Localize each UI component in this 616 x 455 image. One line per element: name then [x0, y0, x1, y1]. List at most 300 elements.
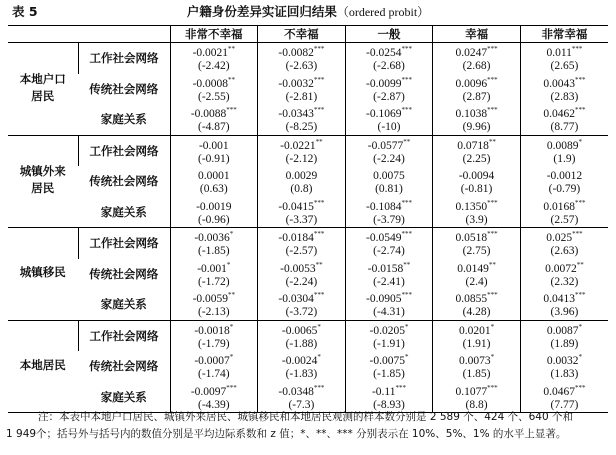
marginal-effect-value: 0.0168: [543, 200, 575, 213]
marginal-effect-value: -0.0549: [366, 232, 402, 245]
significance-stars: ***: [226, 106, 237, 115]
marginal-effect-value: -0.0905: [366, 293, 402, 306]
row-label: 传统社会网络: [89, 176, 159, 189]
coef-cell: [258, 166, 346, 197]
marginal-effect: [521, 43, 608, 60]
group-label-line: 居民: [31, 183, 55, 196]
z-value: (-3.37): [285, 213, 318, 226]
marginal-effect: [433, 136, 520, 153]
coef-cell: [433, 197, 521, 228]
marginal-effect: [433, 74, 520, 91]
table-row: [8, 74, 608, 105]
z-value: (0.63): [199, 183, 228, 196]
group-label: [8, 228, 78, 321]
marginal-effect: [433, 351, 520, 368]
table-row: [8, 289, 608, 320]
z-value: (-1.85): [373, 368, 405, 381]
table-row: [8, 259, 608, 290]
marginal-effect: [258, 104, 345, 121]
z-value: (-2.13): [197, 306, 230, 319]
significance-stars: ***: [487, 230, 498, 239]
coef-cell: [170, 289, 258, 320]
significance-stars: ***: [313, 75, 325, 84]
coef-cell: [433, 43, 521, 74]
coef-cell: [258, 104, 346, 135]
group-label-line: 本地居民: [19, 359, 66, 372]
marginal-effect: [433, 197, 520, 214]
table-title-text: 户籍身份差异实证回归结果: [186, 4, 337, 19]
marginal-effect-value: -0.0007: [194, 355, 230, 368]
z-value: (-10): [377, 121, 401, 134]
marginal-effect: [521, 321, 608, 338]
significance-stars: **: [228, 291, 236, 300]
coef-cell: [345, 320, 433, 351]
marginal-effect-value: 0.0149: [457, 262, 489, 275]
significance-stars: **: [403, 260, 411, 269]
coef-cell: [433, 289, 521, 320]
group-block: [8, 228, 608, 321]
z-value: (1.83): [550, 368, 579, 381]
marginal-effect: [171, 136, 258, 153]
significance-stars: ***: [575, 106, 586, 115]
z-value: (-1.74): [197, 368, 230, 381]
coef-cell: [345, 289, 433, 320]
coef-cell: [258, 43, 346, 74]
coef-cell: [520, 228, 608, 259]
significance-stars: *: [490, 322, 495, 331]
z-value: (2.65): [550, 60, 579, 73]
table-title: [0, 3, 616, 21]
group-block: [8, 320, 608, 413]
row-label: 工作社会网络: [78, 228, 170, 259]
marginal-effect: [521, 259, 608, 276]
significance-stars: **: [315, 260, 323, 269]
coef-cell: [520, 197, 608, 228]
marginal-effect-value: -0.0097: [190, 385, 227, 398]
significance-stars: **: [488, 137, 496, 146]
significance-stars: ***: [487, 75, 498, 84]
marginal-effect-value: 0.0247: [455, 47, 488, 60]
marginal-effect-value: 0.025: [546, 232, 573, 245]
marginal-effect: [258, 289, 345, 306]
marginal-effect: [171, 289, 258, 306]
marginal-effect: [258, 197, 345, 214]
marginal-effect-value: 0.0413: [543, 293, 575, 306]
z-value: (-3.79): [373, 213, 405, 226]
significance-stars: ***: [313, 230, 325, 239]
significance-stars: ***: [313, 106, 325, 115]
marginal-effect-value: 0.0201: [459, 324, 491, 337]
marginal-effect-value: -0.0348: [278, 385, 314, 398]
coef-cell: [345, 43, 433, 74]
significance-stars: *: [229, 230, 234, 239]
z-value: (-0.91): [197, 152, 230, 165]
marginal-effect: [171, 166, 258, 183]
coef-cell: [170, 228, 258, 259]
note-line-1: 注：本表中本地户口居民、城镇外来居民、城镇移民和本地居民观测的样本数分别是 2 589 个、424 个、640 个和: [38, 411, 573, 423]
marginal-effect: [346, 259, 433, 276]
z-value: (7.77): [550, 398, 579, 411]
marginal-effect: [258, 259, 345, 276]
z-value: (-0.96): [197, 213, 230, 226]
marginal-effect-value: 0.0029: [285, 170, 318, 183]
significance-stars: ***: [313, 383, 325, 392]
coef-cell: [433, 228, 521, 259]
marginal-effect: [258, 43, 345, 60]
coef-cell: [520, 166, 608, 197]
marginal-effect: [521, 382, 608, 399]
marginal-effect-value: 0.0518: [455, 232, 488, 245]
coef-cell: [170, 351, 258, 382]
row-label: 传统社会网络: [89, 83, 159, 96]
marginal-effect-value: 0.0089: [546, 139, 579, 152]
significance-stars: *: [317, 322, 321, 331]
note-line-2: 1 949个；括号外与括号内的数值分别是平均边际系数和 z 值；*、**、*** 分别表示在 10%、5%、1% 的水平上显著。: [6, 428, 567, 440]
marginal-effect: [171, 43, 258, 60]
z-value: (2.25): [462, 152, 491, 165]
z-value: (-1.79): [197, 337, 230, 350]
marginal-effect-value: 0.1038: [455, 108, 488, 121]
marginal-effect: [521, 104, 608, 121]
significance-stars: ***: [313, 291, 325, 300]
coef-cell: [258, 135, 346, 166]
marginal-effect: [258, 228, 345, 245]
z-value: (-2.57): [285, 245, 318, 258]
significance-stars: *: [229, 322, 234, 331]
coef-cell: [520, 104, 608, 135]
marginal-effect-value: -0.0024: [281, 355, 318, 368]
z-value: (2.75): [462, 245, 491, 258]
z-value: (1.89): [550, 337, 579, 350]
z-value: (-2.41): [373, 275, 405, 288]
coef-cell: [170, 259, 258, 290]
coef-cell: [345, 382, 433, 413]
significance-stars: *: [229, 353, 234, 362]
group-label: [8, 43, 78, 136]
marginal-effect-value: 0.1350: [455, 200, 488, 213]
group-block: [8, 43, 608, 136]
significance-stars: ***: [313, 198, 325, 207]
table-row: [8, 351, 608, 382]
marginal-effect-value: 0.1077: [455, 385, 488, 398]
coef-cell: [258, 74, 346, 105]
significance-stars: ***: [401, 75, 412, 84]
significance-stars: ***: [575, 383, 586, 392]
z-value: (-2.24): [285, 275, 318, 288]
marginal-effect: [346, 43, 433, 60]
marginal-effect-value: -0.0254: [366, 47, 402, 60]
z-value: (8.8): [465, 398, 488, 411]
marginal-effect: [521, 351, 608, 368]
significance-stars: **: [228, 45, 236, 54]
table-number: 表 5: [12, 4, 38, 19]
coef-cell: [345, 135, 433, 166]
marginal-effect-value: -0.0008: [192, 77, 229, 90]
significance-stars: ***: [401, 291, 412, 300]
coef-cell: [170, 382, 258, 413]
row-label: 工作社会网络: [78, 43, 170, 74]
z-value: (0.8): [290, 183, 313, 196]
marginal-effect-value: -0.1084: [366, 200, 402, 213]
row-label: 传统社会网络: [89, 361, 159, 374]
marginal-effect: [521, 166, 608, 183]
coef-cell: [433, 320, 521, 351]
marginal-effect: [258, 166, 345, 183]
coef-cell: [170, 197, 258, 228]
marginal-effect-value: -0.0221: [280, 139, 316, 152]
significance-stars: ***: [487, 106, 498, 115]
group-label-line: 城镇外来: [19, 166, 66, 179]
z-value: (2.87): [462, 90, 491, 103]
significance-stars: *: [578, 322, 582, 331]
marginal-effect: [521, 228, 608, 245]
marginal-effect-value: -0.0012: [546, 170, 583, 183]
group-label: [8, 135, 78, 228]
coef-cell: [258, 259, 346, 290]
significance-stars: **: [315, 137, 323, 146]
z-value: (-2.55): [197, 90, 230, 103]
z-value: (4.28): [462, 306, 491, 319]
coef-cell: [433, 104, 521, 135]
coef-cell: [433, 166, 521, 197]
z-value: (-4.87): [197, 121, 230, 134]
coef-cell: [170, 320, 258, 351]
marginal-effect-value: -0.1069: [366, 108, 402, 121]
marginal-effect-value: -0.0018: [194, 324, 230, 337]
marginal-effect-value: -0.0019: [196, 200, 232, 213]
coef-cell: [520, 43, 608, 74]
group-label-line: 本地户口: [19, 73, 66, 86]
marginal-effect: [346, 228, 433, 245]
marginal-effect-value: -0.0075: [369, 355, 405, 368]
marginal-effect: [258, 74, 345, 91]
table-row: [8, 135, 608, 166]
row-label: 家庭关系: [78, 289, 170, 320]
marginal-effect: [433, 321, 520, 338]
col-header-happy: 幸福: [433, 26, 521, 43]
significance-stars: ***: [487, 383, 498, 392]
significance-stars: ***: [487, 198, 498, 207]
z-value: (-2.63): [285, 60, 318, 73]
coef-cell: [345, 166, 433, 197]
marginal-effect: [171, 321, 258, 338]
z-value: (1.91): [462, 337, 491, 350]
z-value: (-4.39): [197, 398, 230, 411]
table-note: [6, 409, 612, 443]
group-label: [8, 320, 78, 413]
coef-cell: [520, 320, 608, 351]
coef-cell: [520, 259, 608, 290]
significance-stars: **: [576, 260, 584, 269]
z-value: (8.77): [550, 121, 579, 134]
coef-cell: [258, 228, 346, 259]
significance-stars: ***: [571, 45, 583, 54]
coef-cell: [170, 74, 258, 105]
marginal-effect-value: 0.0001: [197, 170, 230, 183]
coef-cell: [433, 382, 521, 413]
z-value: (-2.42): [197, 60, 230, 73]
marginal-effect: [171, 197, 258, 214]
group-label-line: 居民: [31, 90, 55, 103]
significance-stars: ***: [572, 230, 583, 239]
table-caption: [0, 3, 616, 21]
marginal-effect: [433, 382, 520, 399]
marginal-effect-value: -0.0184: [278, 232, 314, 245]
z-value: (1.9): [553, 152, 576, 165]
marginal-effect: [433, 166, 520, 183]
significance-stars: *: [578, 353, 582, 362]
marginal-effect: [521, 197, 608, 214]
row-label: 传统社会网络: [89, 268, 159, 281]
marginal-effect-value: -0.0304: [278, 293, 314, 306]
coef-cell: [258, 320, 346, 351]
row-label: 家庭关系: [78, 197, 170, 228]
significance-stars: **: [403, 137, 411, 146]
z-value: (-2.87): [373, 90, 405, 103]
row-label: 家庭关系: [78, 382, 170, 413]
z-value: (-1.91): [373, 337, 405, 350]
header-corner-cell: [8, 26, 170, 43]
marginal-effect: [171, 74, 258, 91]
significance-stars: *: [317, 353, 321, 362]
coef-cell: [433, 74, 521, 105]
significance-stars: ***: [575, 291, 586, 300]
row-label: 工作社会网络: [78, 320, 170, 351]
marginal-effect-value: 0.0075: [373, 170, 405, 183]
col-header-very-unhappy: 非常不幸福: [170, 26, 258, 43]
z-value: (1.85): [462, 368, 491, 381]
table-row: [8, 320, 608, 351]
table-row: [8, 197, 608, 228]
col-header-very-happy: 非常幸福: [520, 26, 608, 43]
marginal-effect-value: 0.0087: [546, 324, 579, 337]
marginal-effect-value: -0.11: [371, 385, 396, 398]
table-row: [8, 382, 608, 413]
marginal-effect-value: -0.0065: [281, 324, 318, 337]
marginal-effect: [346, 197, 433, 214]
z-value: (-1.85): [197, 245, 230, 258]
significance-stars: *: [404, 353, 409, 362]
header-row: [8, 26, 608, 43]
marginal-effect: [346, 166, 433, 183]
marginal-effect: [433, 43, 520, 60]
coef-cell: [520, 351, 608, 382]
z-value: (-8.93): [373, 398, 405, 411]
marginal-effect-value: -0.0158: [367, 262, 404, 275]
group-block: [8, 135, 608, 228]
marginal-effect-value: 0.0072: [545, 262, 577, 275]
marginal-effect: [346, 74, 433, 91]
marginal-effect-value: -0.0088: [190, 108, 227, 121]
significance-stars: *: [404, 322, 409, 331]
z-value: (2.57): [550, 213, 579, 226]
significance-stars: ***: [313, 45, 325, 54]
regression-results-table: [8, 25, 608, 413]
marginal-effect: [521, 136, 608, 153]
marginal-effect: [346, 382, 433, 399]
coef-cell: [345, 74, 433, 105]
marginal-effect-value: 0.0073: [459, 355, 491, 368]
table-row: [8, 43, 608, 74]
marginal-effect: [258, 321, 345, 338]
coef-cell: [520, 74, 608, 105]
marginal-effect: [346, 136, 433, 153]
coef-cell: [345, 259, 433, 290]
significance-stars: **: [488, 260, 496, 269]
marginal-effect-value: -0.0036: [194, 232, 230, 245]
coef-cell: [258, 382, 346, 413]
marginal-effect: [258, 351, 345, 368]
z-value: (-0.79): [548, 183, 581, 196]
marginal-effect: [171, 382, 258, 399]
coef-cell: [170, 43, 258, 74]
marginal-effect: [521, 74, 608, 91]
z-value: (2.83): [550, 90, 579, 103]
marginal-effect: [171, 104, 258, 121]
table-row: [8, 228, 608, 259]
table-title-method: （ordered probit）: [336, 5, 430, 19]
z-value: (-2.12): [285, 152, 318, 165]
coef-cell: [258, 197, 346, 228]
marginal-effect: [346, 104, 433, 121]
marginal-effect-value: -0.0032: [278, 77, 314, 90]
marginal-effect-value: -0.0343: [278, 108, 314, 121]
z-value: (9.96): [462, 121, 491, 134]
significance-stars: ***: [487, 45, 498, 54]
z-value: (3.96): [550, 306, 579, 319]
z-value: (-1.72): [197, 275, 230, 288]
significance-stars: ***: [226, 383, 237, 392]
z-value: (-2.68): [373, 60, 405, 73]
z-value: (2.68): [462, 60, 491, 73]
marginal-effect-value: -0.0053: [280, 262, 316, 275]
z-value: (-2.24): [373, 152, 405, 165]
z-value: (-8.25): [285, 121, 318, 134]
coef-cell: [433, 259, 521, 290]
marginal-effect: [521, 289, 608, 306]
marginal-effect-value: 0.0462: [543, 108, 575, 121]
coef-cell: [345, 351, 433, 382]
significance-stars: **: [228, 75, 236, 84]
z-value: (3.9): [465, 213, 488, 226]
marginal-effect: [433, 104, 520, 121]
significance-stars: *: [226, 260, 231, 269]
significance-stars: *: [490, 353, 495, 362]
marginal-effect-value: 0.0467: [543, 385, 575, 398]
marginal-effect-value: -0.0577: [367, 139, 404, 152]
row-label: 工作社会网络: [78, 135, 170, 166]
marginal-effect: [171, 259, 258, 276]
table-row: [8, 166, 608, 197]
coef-cell: [520, 135, 608, 166]
marginal-effect-value: -0.0094: [458, 170, 495, 183]
significance-stars: ***: [401, 230, 412, 239]
coef-cell: [345, 197, 433, 228]
coef-cell: [520, 289, 608, 320]
coef-cell: [345, 228, 433, 259]
coef-cell: [433, 351, 521, 382]
significance-stars: ***: [401, 106, 412, 115]
marginal-effect-value: -0.0021: [192, 47, 229, 60]
marginal-effect-value: -0.001: [198, 139, 229, 152]
marginal-effect: [433, 228, 520, 245]
marginal-effect-value: -0.0059: [192, 293, 229, 306]
z-value: (2.4): [465, 275, 488, 288]
z-value: (2.32): [550, 275, 579, 288]
marginal-effect: [258, 136, 345, 153]
marginal-effect-value: -0.0415: [278, 200, 314, 213]
marginal-effect-value: 0.0096: [455, 77, 488, 90]
